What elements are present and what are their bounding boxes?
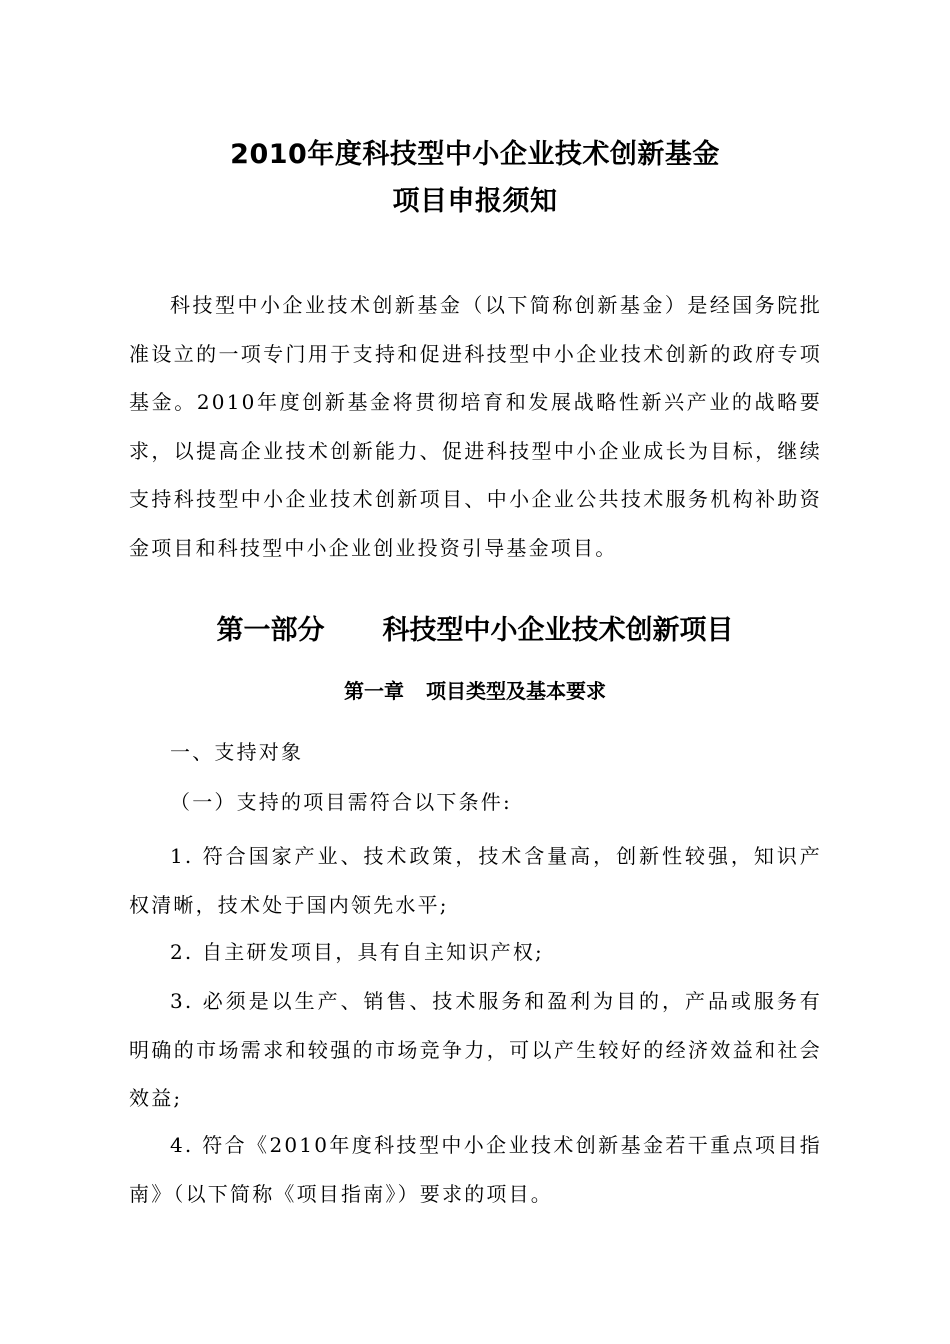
part-label: 第一部分 [216,615,325,646]
document-title-line-1: 2010年度科技型中小企业技术创新基金 [230,139,720,170]
part-title: 科技型中小企业技术创新项目 [382,615,734,646]
intro-paragraph: 科技型中小企业技术创新基金（以下简称创新基金）是经国务院批准设立的一项专门用于支持和促进科技型中小企业技术创新的政府专项基金。2010年度创新基金将贯彻培育和发展战略性新兴产业的战略要求，以提高企业技术创新能力、促进科技型中小企业成长为目标，继续支持科技型中小企业技术创新项目、中小企业公共技术服务机构补助资金项目和科技型中小企业创业投资引导基金项目。 [129,293,822,560]
section-heading: 一、支持对象 [170,740,304,764]
document-title-line-2: 项目申报须知 [392,186,558,217]
chapter-heading [0,676,950,706]
list-item: 2. 自主研发项目，具有自主知识产权; [170,940,544,964]
list-item: 3. 必须是以生产、销售、技术服务和盈利为目的，产品或服务有明确的市场需求和较强的市场竞争力，可以产生较好的经济效益和社会效益; [129,989,822,1110]
list-item: 4. 符合《2010年度科技型中小企业技术创新基金若干重点项目指南》（以下简称《项目指南》）要求的项目。 [129,1133,822,1206]
part-heading [0,612,950,650]
subsection-heading: （一）支持的项目需符合以下条件: [170,790,512,814]
chapter-title: 项目类型及基本要求 [426,679,606,703]
chapter-label: 第一章 [344,679,404,703]
list-item: 1. 符合国家产业、技术政策，技术含量高，创新性较强，知识产权清晰，技术处于国内领先水平; [129,844,822,917]
